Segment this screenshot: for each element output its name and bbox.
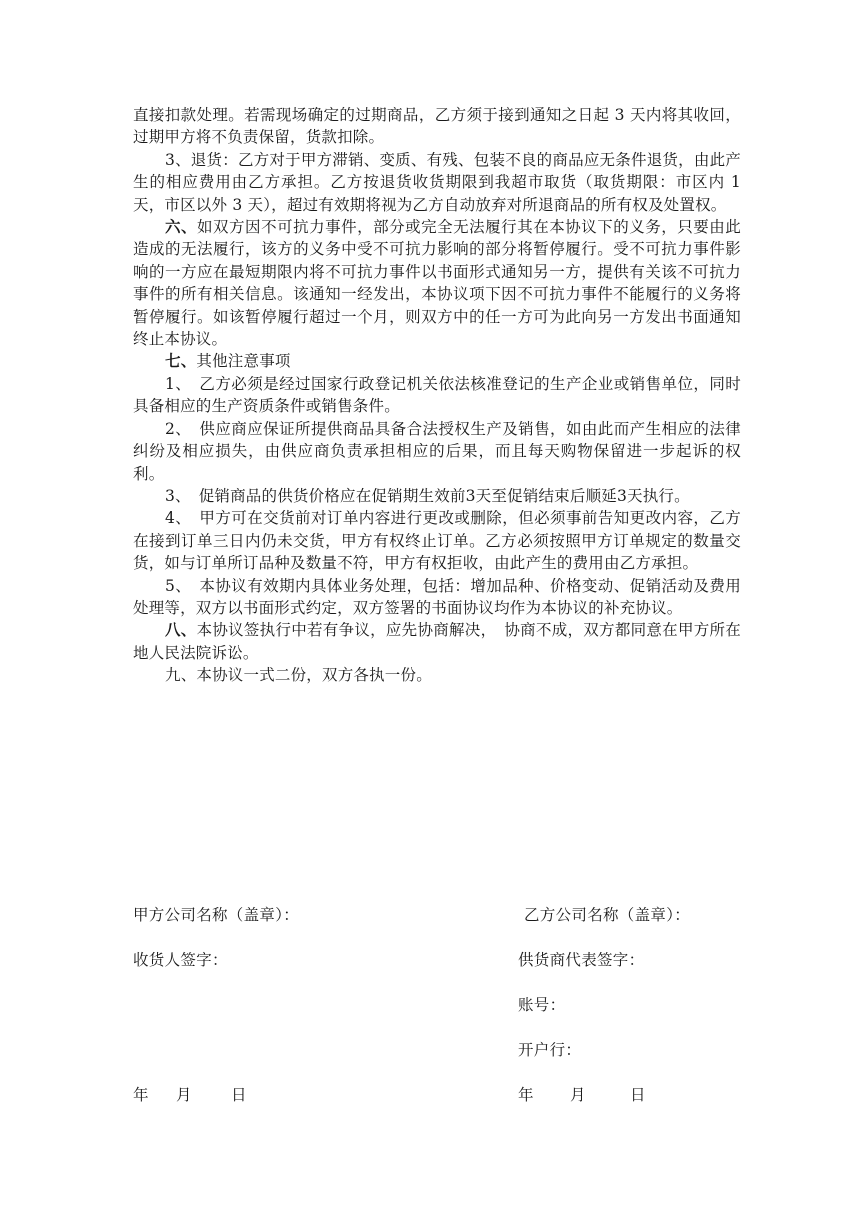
date-month: 月 — [570, 1086, 586, 1104]
receiver-signature-label: 收货人签字： — [133, 951, 228, 969]
supplier-rep-signature-label: 供货商代表签字： — [518, 951, 645, 969]
section-number: 八、 — [165, 620, 197, 640]
paragraph-text: 3、退货：乙方对于甲方滞销、变质、有残、包装不良的商品应无条件退货，由此产 生的相应费用由乙方承担。乙方按退货收货期限到我超市取货（取货期限：市区内 1 天，市区以外 3 天），超过有效期将视为乙方自动放弃对所退商品的所有权及处置权。 — [133, 150, 741, 214]
section-paragraph — [133, 350, 741, 372]
bank-label: 开户行： — [518, 1041, 582, 1059]
paragraph-text: 3、 促销商品的供货价格应在促销期生效前3天至促销结束后顺延3天执行。 — [165, 486, 690, 505]
date-year: 年 — [133, 1086, 149, 1104]
clause-paragraph — [133, 373, 741, 418]
date-day: 日 — [630, 1086, 646, 1104]
paragraph-text: 5、 本协议有效期内具体业务处理，包括：增加品种、价格变动、促销活动及费用处理等，双方以书面形式约定，双方签署的书面协议均作为本协议的补充协议。 — [133, 576, 741, 617]
section-number: 七、 — [165, 351, 197, 371]
clause-paragraph — [133, 507, 741, 574]
party-a-company-label: 甲方公司名称（盖章）： — [133, 906, 300, 924]
section-paragraph — [133, 216, 741, 350]
clause-paragraph — [133, 664, 741, 686]
paragraph-text: 2、 供应商应保证所提供商品具备合法授权生产及销售，如由此而产生相应的法律纠纷及相应损失，由供应商负责承担相应的后果，而且每天购物保留进一步起诉的权利。 — [133, 419, 741, 483]
clause-paragraph — [133, 575, 741, 620]
section-paragraph — [133, 619, 741, 664]
paragraph-text: 1、 乙方必须是经过国家行政登记机关依法核准登记的生产企业或销售单位，同时具备相应的生产资质条件或销售条件。 — [133, 374, 741, 416]
party-a-date — [133, 1085, 247, 1105]
clause-paragraph — [133, 149, 741, 216]
paragraph-text: 其他注意事项 — [196, 352, 291, 371]
paragraph-text: 九、本协议一式二份，双方各执一份。 — [165, 666, 432, 685]
paragraph-text: 4、 甲方可在交货前对订单内容进行更改或删除，但必须事前告知更改内容，乙方在接到订单三日内仍未交货，甲方有权终止订单。乙方必须按照甲方订单规定的数量交货，如与订单所订品种及数量不符，甲方有权拒收，由此产生的费用由乙方承担。 — [133, 509, 741, 573]
section-number: 六、 — [165, 217, 198, 237]
clause-paragraph — [133, 104, 741, 149]
date-month: 月 — [176, 1086, 192, 1104]
paragraph-text: 直接扣款处理。若需现场确定的过期商品，乙方须于接到通知之日起 3 天内将其收回，过期甲方将不负责保留，货款扣除。 — [133, 106, 741, 147]
clause-paragraph — [133, 485, 741, 507]
paragraph-text: 本协议签执行中若有争议，应先协商解决， 协商不成，双方都同意在甲方所在地人民法院诉讼。 — [133, 621, 741, 662]
date-day: 日 — [231, 1086, 247, 1104]
contract-body — [133, 104, 741, 687]
date-year: 年 — [518, 1086, 534, 1104]
clause-paragraph — [133, 418, 741, 485]
party-b-company-label: 乙方公司名称（盖章）： — [524, 906, 691, 924]
account-label: 账号： — [518, 996, 566, 1014]
paragraph-text: 如双方因不可抗力事件，部分或完全无法履行其在本协议下的义务，只要由此造成的无法履行，该方的义务中受不可抗力影响的部分将暂停履行。受不可抗力事件影响的一方应在最短期限内将不可抗力事件以书面形式通知另一方，提供有关该不可抗力事件的所有相关信息。该通知一经发出，本协议项下因不可抗力事件不能履行的义务将暂停履行。如该暂停履行超过一个月，则双方中的任一方可为此向另一方发出书面通知终止本协议。 — [133, 218, 741, 349]
party-b-date — [518, 1085, 646, 1105]
